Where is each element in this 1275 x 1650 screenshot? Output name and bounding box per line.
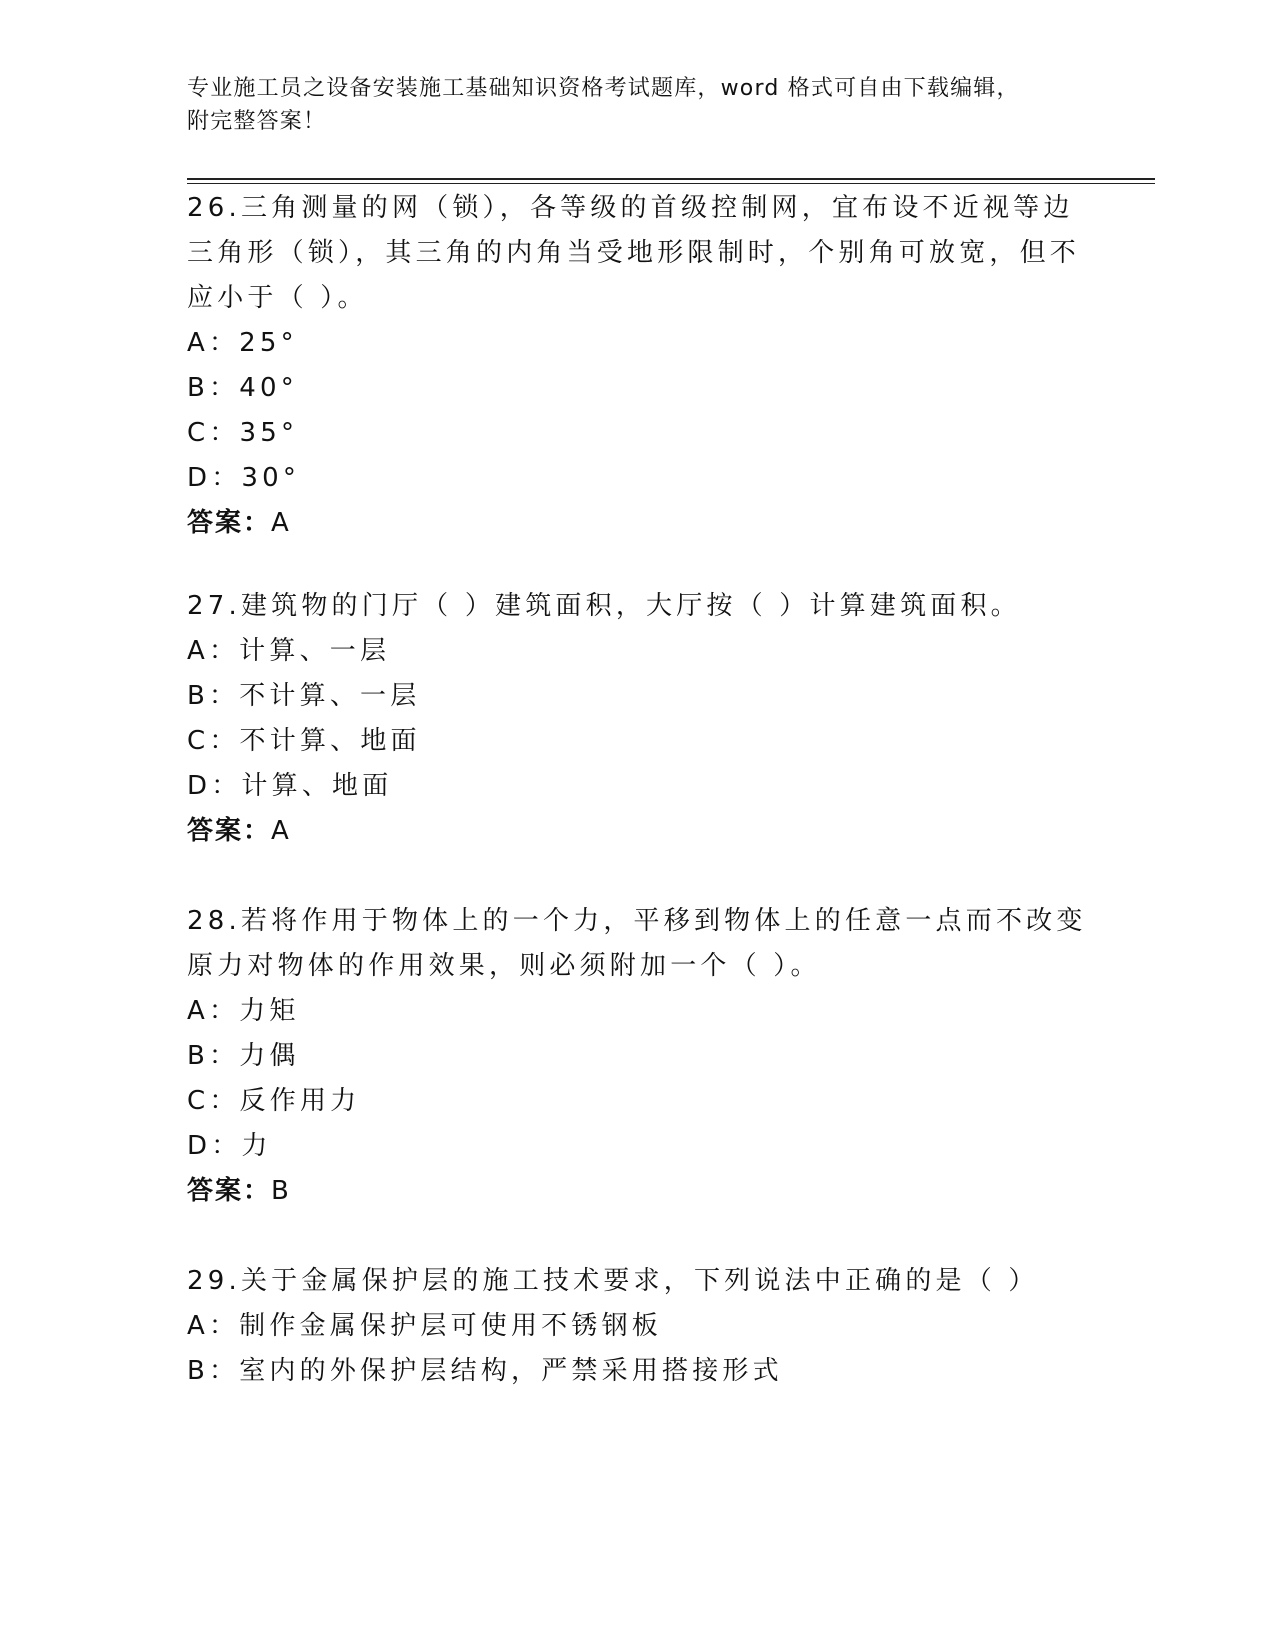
option-b: B：力偶 — [187, 1041, 300, 1071]
option-d: D：30° — [187, 463, 301, 493]
question-29 — [187, 1259, 1087, 1394]
header-line-1: 专业施工员之设备安装施工基础知识资格考试题库，word 格式可自由下载编辑， — [187, 76, 1020, 101]
option-c: C：35° — [187, 418, 299, 448]
option-d: D：力 — [187, 1131, 272, 1161]
question-stem: 26.三角测量的网（锁），各等级的首级控制网，宜布设不近视等边三角形（锁），其三角的内角当受地形限制时，个别角可放宽，但不应小于（ ）。 — [187, 193, 1081, 313]
option-a: A：计算、一层 — [187, 636, 391, 666]
option-b: B：40° — [187, 373, 298, 403]
option-a: A：25° — [187, 328, 298, 358]
question-stem: 28.若将作用于物体上的一个力，平移到物体上的任意一点而不改变原力对物体的作用效果，则必须附加一个（ ）。 — [187, 906, 1087, 981]
option-b: B：不计算、一层 — [187, 681, 421, 711]
answer-label: 答案： — [187, 816, 272, 846]
option-a: A：制作金属保护层可使用不锈钢板 — [187, 1311, 662, 1341]
option-c: C：反作用力 — [187, 1086, 361, 1116]
header-divider-thick — [187, 178, 1155, 180]
answer-value: B — [271, 1176, 291, 1206]
question-26 — [187, 186, 1087, 546]
question-27 — [187, 584, 1087, 854]
document-header — [187, 72, 1067, 138]
question-stem: 27.建筑物的门厅（ ）建筑面积，大厅按（ ）计算建筑面积。 — [187, 591, 1021, 621]
answer-label: 答案： — [187, 508, 272, 538]
question-28 — [187, 899, 1087, 1214]
answer-value: A — [271, 816, 291, 846]
option-c: C：不计算、地面 — [187, 726, 421, 756]
answer-value: A — [271, 508, 291, 538]
option-a: A：力矩 — [187, 996, 300, 1026]
answer-line — [187, 501, 1087, 546]
answer-line — [187, 1169, 1087, 1214]
option-b: B：室内的外保护层结构，严禁采用搭接形式 — [187, 1356, 783, 1386]
question-stem: 29.关于金属保护层的施工技术要求，下列说法中正确的是（ ） — [187, 1266, 1039, 1296]
option-d: D：计算、地面 — [187, 771, 393, 801]
header-divider-thin — [187, 183, 1155, 184]
header-line-2: 附完整答案！ — [187, 109, 327, 134]
answer-label: 答案： — [187, 1176, 272, 1206]
answer-line — [187, 809, 1087, 854]
